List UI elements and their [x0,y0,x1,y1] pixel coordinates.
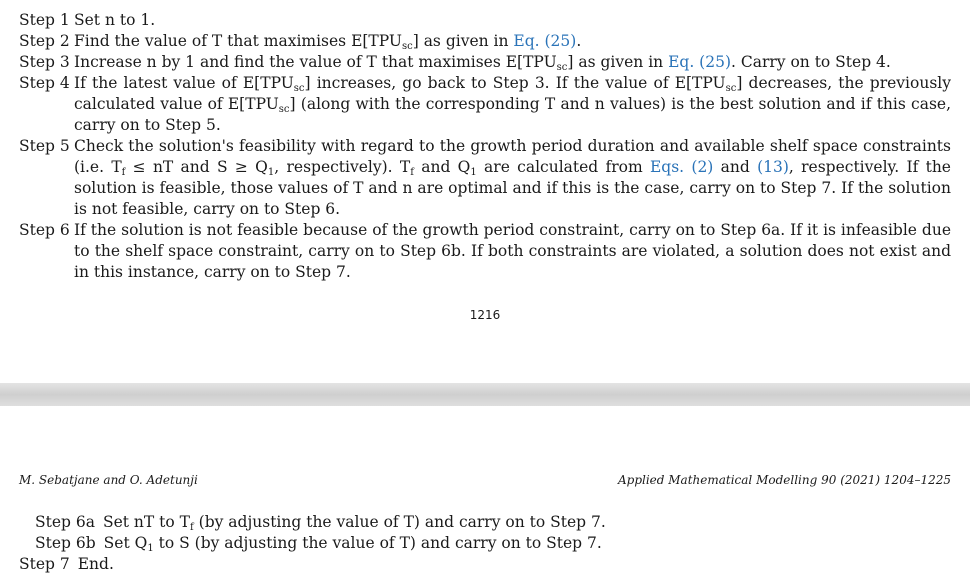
step-label: Step 6a [35,513,95,531]
algorithm-substeps [19,512,951,575]
step-text: Set nT to T [102,513,191,531]
algorithm-steps [19,10,951,283]
step-text: If the solution is not feasible because of the growth period constraint, carry on to Step 6a. If it is infeasible due to the shelf space constraint, carry on to Step 6b. If both constraints are violated, a solution does not exist and in this instance, carry on to Step 7. [74,221,951,281]
running-head-authors: M. Sebatjane and O. Adetunji [19,473,198,487]
step-4: Step 4 If the latest value of $E[TPU_{sc}]$ increases, go back to Step 3. If the value of $E[TPU_{sc}]$ decreases, the previously calculated value of $E[TPU_{sc}]$ (along with the corresponding T and n values) is the best solution and if this case, carry on to Step 5. [19,74,951,134]
step-text: Increase n by 1 and find the value of T that maximises E[TPU [74,53,557,71]
step-5: Step 5 Check the solution's feasibility with regard to the growth period duration and available shelf space constraints (i.e. $T_f$ ≤ nT and $S \ge Q_1$, respectively). $T_f$ and $Q_1$ are calculated from Eqs. (2) and (13), respectively. If the solution is feasible, those values of T and n are optimal and if this is the case, carry on to Step 7. If the solution is not feasible, carry on to Step 6. [19,137,951,218]
step-text: Check the solution's feasibility with regard to the growth period duration and available shelf space constraints (i.e. T [74,137,951,176]
step-text: Set n to 1. [74,11,156,29]
step-label: Step 2 [19,32,70,50]
equation-link[interactable]: Eq. (25) [513,32,577,50]
step-text: Find the value of T that maximises E[TPU [74,32,402,50]
step-6b: Step 6b Set $Q_1$ to S (by adjusting the value of T) and carry on to Step 7. [35,534,602,554]
page-number: 1216 [469,308,501,322]
step-text: If the latest value of E[TPU [74,74,294,92]
step-label: Step 6b [35,534,96,552]
step-1 [19,10,951,31]
page-separator [0,383,970,406]
equation-link[interactable]: Eqs. (2) [649,158,714,176]
equation-link[interactable]: Eq. (25) [668,53,731,71]
step-label: Step 1 [19,11,70,29]
step-6 [19,220,951,283]
step-label: Step 3 [19,53,70,71]
step-3: Step 3 Increase n by 1 and find the value of T that maximises $E[TPU_{sc}]$ as given in Eq. (25). Carry on to Step 4. [19,53,891,73]
step-7 [19,554,951,575]
step-label: Step 5 [19,137,70,155]
step-label: Step 7 [19,555,70,573]
step-2: Step 2 Find the value of T that maximises $E[TPU_{sc}]$ as given in Eq. (25). [19,32,582,52]
step-text: End. [77,555,114,573]
step-6a: Step 6a Set nT to $T_f$ (by adjusting the value of T) and carry on to Step 7. [35,513,606,533]
step-label: Step 4 [19,74,70,92]
step-text: Set Q [103,534,148,552]
equation-link[interactable]: (13) [757,158,789,176]
step-label: Step 6 [19,221,70,239]
running-head-journal: Applied Mathematical Modelling 90 (2021) 1204–1225 [617,473,951,487]
